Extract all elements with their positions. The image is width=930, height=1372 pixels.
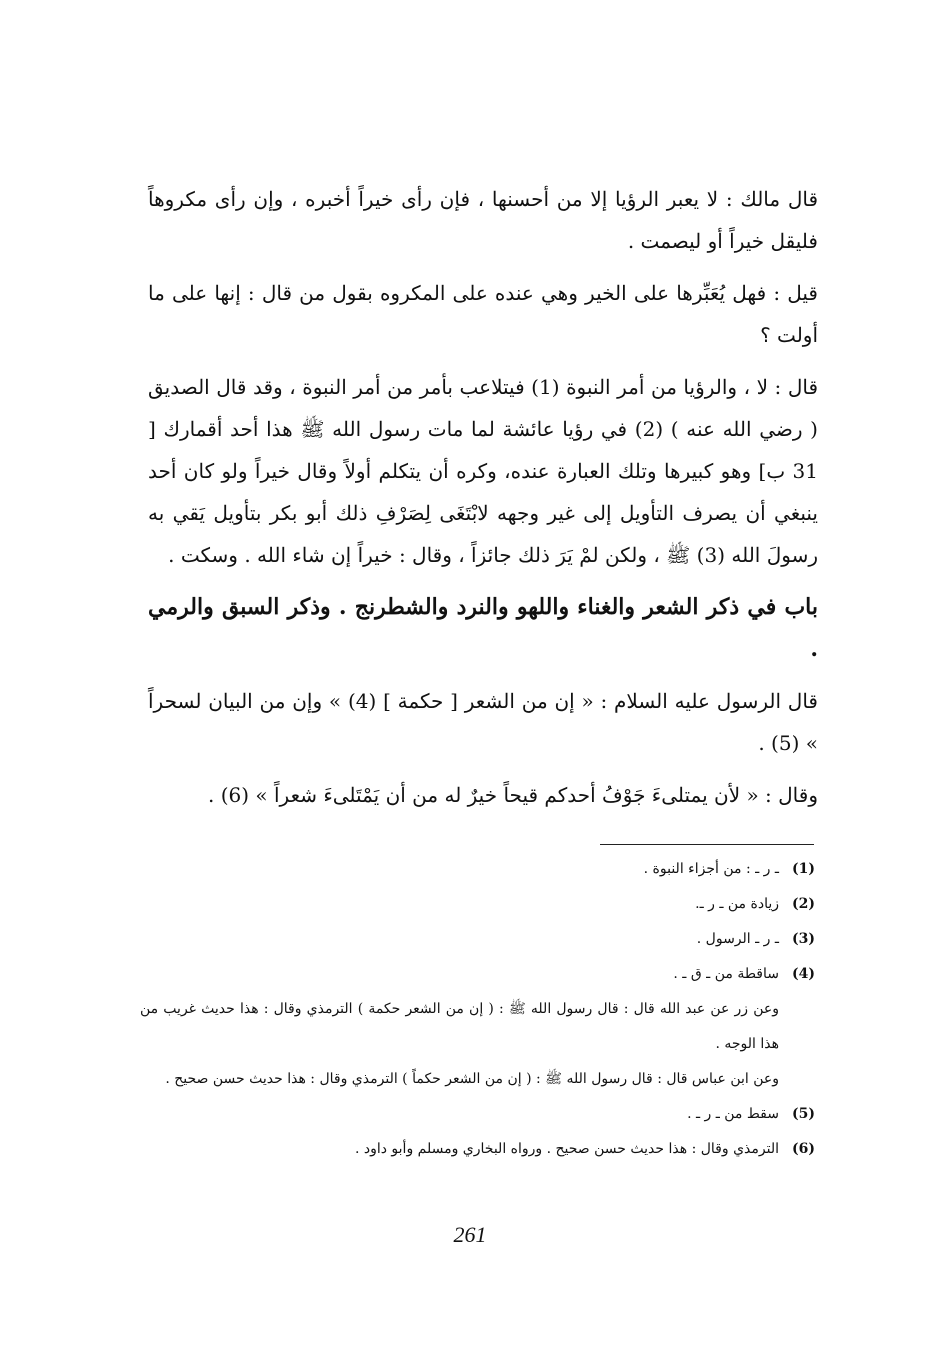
paragraph: قال مالك : لا يعبر الرؤيا إلا من أحسنها ، فإن رأى خيراً أخبره ، وإن رأى مكروهاً فليقل خيراً أو ليصمت . <box>148 187 818 253</box>
footnote-continuation: وعن ابن عباس قال : قال رسول الله ﷺ : ( إن من الشعر حكماً ) الترمذي وقال : هذا حديث حسن صحيح . <box>165 1071 779 1087</box>
footnote-number: (2) <box>792 896 815 912</box>
footnote <box>140 957 815 992</box>
main-text <box>148 178 818 826</box>
paragraph: قيل : فهل يُعَبِّرها على الخير وهي عنده على المكروه بقول من قال : إنها على ما أولت ؟ <box>148 281 818 347</box>
footnote-number: (6) <box>792 1141 815 1157</box>
footnote-number: (5) <box>792 1106 815 1122</box>
footnote <box>140 852 815 887</box>
footnote-text: ساقطة من ـ ق ـ . <box>673 966 779 982</box>
footnote-text: ـ ر ـ : من أجزاء النبوة . <box>643 861 779 877</box>
page-number: 261 <box>453 1222 487 1247</box>
footnote-number: (3) <box>792 931 815 947</box>
footnote-number: (1) <box>792 861 815 877</box>
footnote-text: زيادة من ـ ر ـ. <box>695 896 779 912</box>
paragraph: قال الرسول عليه السلام : « إن من الشعر [ حكمة ] (4) » وإن من البيان لسحراً » (5) . <box>148 689 818 755</box>
chapter-heading: باب في ذكر الشعر والغناء واللهو والنرد والشطرنج . وذكر السبق والرمي . <box>148 594 818 662</box>
paragraph: قال : لا ، والرؤيا من أمر النبوة (1) فيتلاعب بأمر من أمر النبوة ، وقد قال الصديق ( رضي الله عنه ) (2) في رؤيا عائشة لما مات رسول الله ﷺ هذا أحد أقمارك [ 31 ب] وهو كبيرها وتلك العبارة عنده، وكره أن يتكلم أولاً وقال خيراً ولو كان أحد ينبغي أن يصرف التأويل إلى غير وجهه لابْتَغَى لِصَرْفِ ذلك أبو بكر بتأويل يَقي به رسولَ الله (3) ﷺ ، ولكن لمْ يَرَ ذلك جائزاً ، وقال : خيراً إن شاء الله . وسكت . <box>148 375 818 567</box>
footnote-text: الترمذي وقال : هذا حديث حسن صحيح . ورواه البخاري ومسلم وأبو داود . <box>354 1141 779 1157</box>
footnote <box>140 922 815 957</box>
footnote <box>140 887 815 922</box>
footnote-text: ـ ر ـ الرسول . <box>696 931 779 947</box>
footnote-divider <box>600 844 814 845</box>
footnote <box>140 1097 815 1132</box>
footnote-text: سقط من ـ ر ـ . <box>687 1106 779 1122</box>
footnotes <box>140 852 815 1167</box>
paragraph: وقال : « لأن يمتلىءَ جَوْفُ أحدكم قيحاً خيرٌ له من أن يَمْتَلىءَ شعراً » (6) . <box>207 783 818 807</box>
footnote-number: (4) <box>792 966 815 982</box>
footnote-continuation: وعن زر عن عبد الله قال : قال رسول الله ﷺ : ( إن من الشعر حكمة ) الترمذي وقال : هذا حديث غريب من هذا الوجه . <box>140 1001 779 1052</box>
footnote <box>140 1132 815 1167</box>
